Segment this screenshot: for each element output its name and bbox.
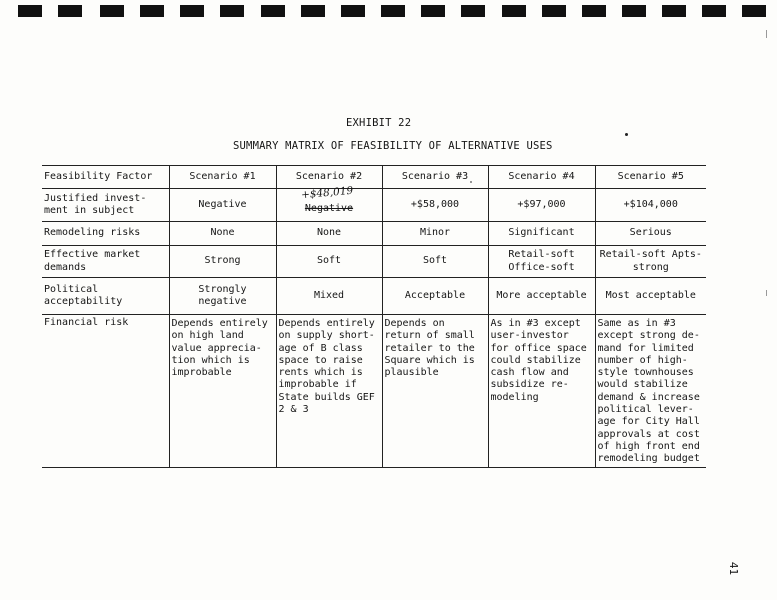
row-label: Justified invest- ment in subject: [42, 189, 169, 222]
table-cell: Most acceptable: [605, 289, 696, 301]
column-header: Scenario #5: [617, 170, 684, 182]
feasibility-matrix-table: [42, 165, 706, 468]
table-cell: Minor: [382, 222, 488, 246]
punch-hole: [702, 5, 726, 17]
table-row: [42, 246, 706, 278]
punch-hole: [341, 5, 365, 17]
column-header: Scenario #3: [382, 166, 488, 189]
punch-hole: [502, 5, 526, 17]
punch-hole: [542, 5, 566, 17]
scan-mark: [766, 290, 767, 296]
table-cell: Strong: [169, 246, 276, 278]
punch-hole: [261, 5, 285, 17]
table-cell: Depends entirely on high land value apprecia- tion which is improbable: [169, 315, 276, 468]
table-cell: Soft: [276, 246, 382, 278]
table-cell: None: [276, 222, 382, 246]
table-cell: +$97,000: [488, 189, 595, 222]
table-cell: Significant: [488, 222, 595, 246]
table-row: [42, 189, 706, 222]
table-cell: Acceptable: [382, 278, 488, 315]
table-cell: Depends entirely on supply short- age of B class space to raise rents which is improbable if State builds GEF 2 & 3: [276, 315, 382, 468]
table-cell: Serious: [629, 227, 672, 239]
table-cell: Depends on return of small retailer to the Square which is plausible: [382, 315, 488, 468]
table-cell: Retail-soft Office-soft: [488, 246, 595, 278]
punch-hole: [140, 5, 164, 17]
punch-hole: [461, 5, 485, 17]
column-header: Scenario #4: [488, 166, 595, 189]
table-cell: None: [169, 222, 276, 246]
table-cell: Strongly negative: [169, 278, 276, 315]
table-row: [42, 315, 706, 468]
row-label: Effective market demands: [42, 246, 169, 278]
row-label: Remodeling risks: [42, 222, 169, 246]
struck-out-value: Negative: [304, 202, 354, 214]
row-label: Financial risk: [42, 315, 169, 468]
punch-hole: [381, 5, 405, 17]
table-header-row: [42, 166, 706, 189]
table-cell: Negative: [169, 189, 276, 222]
table-cell: +$58,000: [382, 189, 488, 222]
punch-hole: [742, 5, 766, 17]
exhibit-label: EXHIBIT 22: [346, 117, 412, 129]
handwritten-annotation: +$48,019: [300, 184, 354, 202]
punch-hole: [18, 5, 42, 17]
table-row: [42, 278, 706, 315]
punch-hole: [100, 5, 124, 17]
table-cell: Mixed: [276, 278, 382, 315]
row-label: Political acceptability: [42, 278, 169, 315]
table-cell: More acceptable: [488, 278, 595, 315]
punch-hole: [220, 5, 244, 17]
scan-speck: [625, 133, 628, 136]
scan-mark: [766, 30, 767, 38]
binder-punch-holes: [18, 5, 773, 17]
punch-hole: [301, 5, 325, 17]
column-header: Scenario #2: [276, 166, 382, 189]
column-header: Scenario #1: [169, 166, 276, 189]
punch-hole: [421, 5, 445, 17]
table-cell: Retail-soft Apts-strong: [599, 249, 702, 273]
document-title: SUMMARY MATRIX OF FEASIBILITY OF ALTERNATIVE USES: [233, 140, 553, 152]
table-cell: As in #3 except user-investor for office space could stabilize cash flow and subsidize re- modeling: [488, 315, 595, 468]
table-cell: Soft: [382, 246, 488, 278]
punch-hole: [622, 5, 646, 17]
punch-hole: [58, 5, 82, 17]
page-number: 41: [727, 561, 741, 576]
table-row: [42, 222, 706, 246]
punch-hole: [180, 5, 204, 17]
column-header: Feasibility Factor: [42, 166, 169, 189]
punch-hole: [582, 5, 606, 17]
table-cell: Same as in #3 except strong de- mand for limited number of high- style townhouses would stabilize demand & increase political lever- age for City Hall approvals at cost of high front end remodeling budget: [597, 318, 700, 465]
table-cell: +$104,000: [623, 198, 678, 210]
punch-hole: [662, 5, 686, 17]
